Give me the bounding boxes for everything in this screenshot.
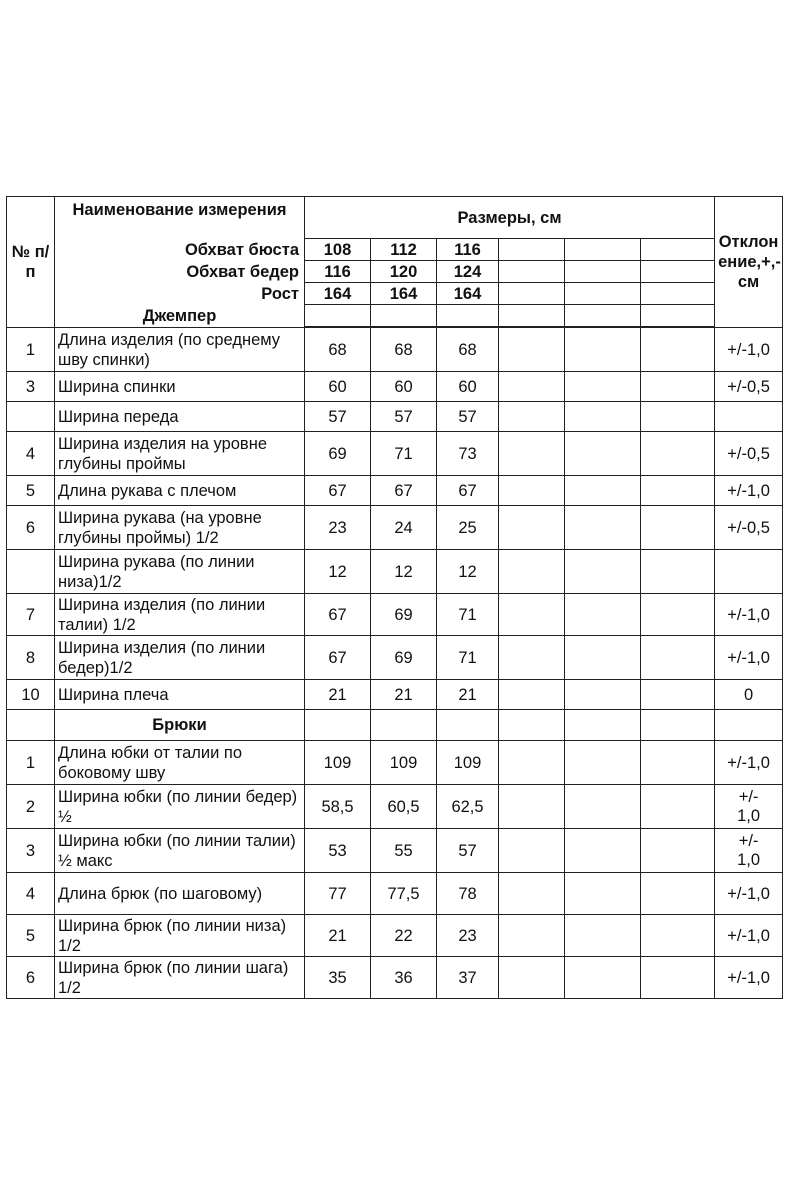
empty-cell <box>565 710 641 741</box>
size-value: 78 <box>437 873 499 915</box>
empty-cell <box>565 239 641 261</box>
row-number: 5 <box>7 915 55 957</box>
size-value: 67 <box>305 594 371 636</box>
empty-cell <box>499 372 565 402</box>
param-value: 120 <box>371 261 437 283</box>
deviation-value: +/-0,5 <box>715 432 783 476</box>
deviation-value <box>715 402 783 432</box>
table-row <box>7 506 783 550</box>
empty-cell <box>641 829 715 873</box>
empty-cell <box>641 283 715 305</box>
empty-cell <box>641 680 715 710</box>
size-value: 60 <box>305 372 371 402</box>
empty-cell <box>499 873 565 915</box>
size-value: 21 <box>305 915 371 957</box>
measurement-name: Ширина изделия (по линии талии) 1/2 <box>55 594 305 636</box>
size-value: 109 <box>305 741 371 785</box>
deviation-value: +/-0,5 <box>715 506 783 550</box>
deviation-text: +/- 1,0 <box>737 831 761 869</box>
empty-cell <box>565 372 641 402</box>
measurement-name: Ширина спинки <box>55 372 305 402</box>
empty-cell <box>499 239 565 261</box>
measurement-name: Ширина рукава (по линии низа)1/2 <box>55 550 305 594</box>
section-row-jumper <box>7 305 783 327</box>
deviation-value: +/-1,0 <box>715 915 783 957</box>
measurement-name: Ширина юбки (по линии бедер) ½ <box>55 785 305 829</box>
empty-cell <box>499 710 565 741</box>
size-value: 60 <box>371 372 437 402</box>
param-label: Обхват бюста <box>55 239 305 261</box>
empty-cell <box>565 915 641 957</box>
param-value: 124 <box>437 261 499 283</box>
size-value: 71 <box>437 594 499 636</box>
size-value: 57 <box>437 402 499 432</box>
row-number: 4 <box>7 873 55 915</box>
empty-cell <box>499 283 565 305</box>
table-row <box>7 680 783 710</box>
size-value: 21 <box>305 680 371 710</box>
empty-cell <box>565 261 641 283</box>
size-chart-table <box>6 196 783 999</box>
measurement-name: Ширина брюк (по линии низа) 1/2 <box>55 915 305 957</box>
deviation-value: +/-1,0 <box>715 957 783 999</box>
measurement-name: Ширина переда <box>55 402 305 432</box>
empty-cell <box>305 710 371 741</box>
row-number: 6 <box>7 957 55 999</box>
size-value: 23 <box>437 915 499 957</box>
param-row-height <box>7 283 783 305</box>
empty-cell <box>499 636 565 680</box>
empty-cell <box>499 305 565 327</box>
deviation-value: +/-1,0 <box>715 328 783 372</box>
size-value: 12 <box>305 550 371 594</box>
param-row-bust <box>7 239 783 261</box>
empty-cell <box>499 476 565 506</box>
row-number: 10 <box>7 680 55 710</box>
size-value: 68 <box>305 328 371 372</box>
empty-cell <box>565 873 641 915</box>
measurement-name: Ширина рукава (на уровне глубины проймы) 1/2 <box>55 506 305 550</box>
empty-cell <box>565 476 641 506</box>
size-value: 22 <box>371 915 437 957</box>
empty-cell <box>641 550 715 594</box>
empty-cell <box>499 402 565 432</box>
deviation-text: +/- 1,0 <box>737 787 761 825</box>
size-value: 57 <box>437 829 499 873</box>
row-number: 8 <box>7 636 55 680</box>
empty-cell <box>715 710 783 741</box>
empty-cell <box>641 915 715 957</box>
empty-cell <box>641 710 715 741</box>
empty-cell <box>641 432 715 476</box>
empty-cell <box>565 305 641 327</box>
row-number: 6 <box>7 506 55 550</box>
deviation-header: Отклон ение,+,- см <box>715 197 783 328</box>
empty-cell <box>437 305 499 327</box>
size-value: 62,5 <box>437 785 499 829</box>
size-value: 21 <box>437 680 499 710</box>
empty-cell <box>565 594 641 636</box>
size-value: 12 <box>371 550 437 594</box>
row-number: 5 <box>7 476 55 506</box>
deviation-value: +/-1,0 <box>715 476 783 506</box>
header-title-row <box>7 197 783 239</box>
size-value: 35 <box>305 957 371 999</box>
table-row <box>7 550 783 594</box>
row-number <box>7 402 55 432</box>
table-row <box>7 476 783 506</box>
row-number: 7 <box>7 594 55 636</box>
empty-cell <box>499 432 565 476</box>
empty-cell <box>437 710 499 741</box>
size-value: 67 <box>371 476 437 506</box>
measurement-name: Ширина брюк (по линии шага) 1/2 <box>55 957 305 999</box>
param-value: 164 <box>437 283 499 305</box>
section-title-jumper: Джемпер <box>55 305 305 328</box>
param-row-hips <box>7 261 783 283</box>
size-value: 53 <box>305 829 371 873</box>
table-row <box>7 594 783 636</box>
row-number: 4 <box>7 432 55 476</box>
table-row <box>7 915 783 957</box>
empty-cell <box>641 957 715 999</box>
empty-cell <box>565 402 641 432</box>
size-value: 36 <box>371 957 437 999</box>
empty-cell <box>641 476 715 506</box>
param-label: Обхват бедер <box>55 261 305 283</box>
param-value: 112 <box>371 239 437 261</box>
size-value: 60,5 <box>371 785 437 829</box>
size-value: 37 <box>437 957 499 999</box>
size-value: 77 <box>305 873 371 915</box>
table-row <box>7 957 783 999</box>
size-value: 58,5 <box>305 785 371 829</box>
size-value: 67 <box>305 636 371 680</box>
empty-cell <box>565 432 641 476</box>
empty-cell <box>641 594 715 636</box>
size-value: 77,5 <box>371 873 437 915</box>
table-row <box>7 741 783 785</box>
row-number: 1 <box>7 328 55 372</box>
size-value: 73 <box>437 432 499 476</box>
deviation-value: 0 <box>715 680 783 710</box>
table-row <box>7 372 783 402</box>
table-row <box>7 873 783 915</box>
empty-cell <box>565 550 641 594</box>
param-value: 116 <box>437 239 499 261</box>
row-number: 3 <box>7 372 55 402</box>
size-value: 21 <box>371 680 437 710</box>
empty-cell <box>499 550 565 594</box>
empty-cell <box>499 506 565 550</box>
empty-cell <box>565 829 641 873</box>
empty-cell <box>499 741 565 785</box>
deviation-value: +/-1,0 <box>715 594 783 636</box>
size-value: 60 <box>437 372 499 402</box>
empty-cell <box>565 680 641 710</box>
deviation-value: +/-1,0 <box>715 873 783 915</box>
param-value: 164 <box>371 283 437 305</box>
deviation-value: +/-1,0 <box>715 741 783 785</box>
size-value: 25 <box>437 506 499 550</box>
size-value: 57 <box>371 402 437 432</box>
empty-cell <box>641 506 715 550</box>
table-row <box>7 636 783 680</box>
measurement-name: Длина юбки от талии по боковому шву <box>55 741 305 785</box>
empty-cell <box>499 785 565 829</box>
empty-cell <box>499 915 565 957</box>
measurement-name: Ширина плеча <box>55 680 305 710</box>
empty-cell <box>499 328 565 372</box>
size-value: 68 <box>437 328 499 372</box>
empty-cell <box>565 328 641 372</box>
empty-cell <box>641 785 715 829</box>
empty-cell <box>499 594 565 636</box>
empty-cell <box>641 402 715 432</box>
empty-cell <box>499 680 565 710</box>
measurement-name-header: Наименование измерения <box>55 197 305 239</box>
deviation-value <box>715 785 783 829</box>
size-value: 57 <box>305 402 371 432</box>
row-number <box>7 550 55 594</box>
empty-cell <box>641 873 715 915</box>
size-value: 109 <box>437 741 499 785</box>
empty-cell <box>641 261 715 283</box>
empty-cell <box>565 636 641 680</box>
empty-cell <box>641 239 715 261</box>
deviation-value <box>715 550 783 594</box>
empty-cell <box>371 710 437 741</box>
empty-cell <box>565 283 641 305</box>
param-value: 116 <box>305 261 371 283</box>
empty-cell <box>565 785 641 829</box>
empty-cell <box>641 328 715 372</box>
empty-cell <box>499 957 565 999</box>
measurement-name: Длина изделия (по среднему шву спинки) <box>55 328 305 372</box>
empty-cell <box>641 741 715 785</box>
empty-cell <box>641 636 715 680</box>
empty-cell <box>371 305 437 327</box>
row-number: 2 <box>7 785 55 829</box>
size-value: 68 <box>371 328 437 372</box>
table-row <box>7 328 783 372</box>
table-row <box>7 432 783 476</box>
size-value: 109 <box>371 741 437 785</box>
size-value: 71 <box>437 636 499 680</box>
size-value: 69 <box>371 636 437 680</box>
table-row <box>7 402 783 432</box>
measurement-name: Длина брюк (по шаговому) <box>55 873 305 915</box>
deviation-value: +/-1,0 <box>715 636 783 680</box>
empty-cell <box>499 829 565 873</box>
size-value: 67 <box>437 476 499 506</box>
deviation-value <box>715 829 783 873</box>
size-value: 24 <box>371 506 437 550</box>
row-number: 1 <box>7 741 55 785</box>
empty-cell <box>641 372 715 402</box>
empty-cell <box>499 261 565 283</box>
row-number: 3 <box>7 829 55 873</box>
size-value: 67 <box>305 476 371 506</box>
empty-cell <box>565 741 641 785</box>
size-value: 12 <box>437 550 499 594</box>
table-row <box>7 829 783 873</box>
section-title: Брюки <box>55 710 305 741</box>
empty-cell <box>7 710 55 741</box>
number-header: № п/п <box>7 197 55 328</box>
measurement-name: Ширина юбки (по линии талии) ½ макс <box>55 829 305 873</box>
empty-cell <box>641 305 715 327</box>
empty-cell <box>565 506 641 550</box>
size-value: 69 <box>371 594 437 636</box>
param-label: Рост <box>55 283 305 305</box>
measurement-name: Длина рукава с плечом <box>55 476 305 506</box>
empty-cell <box>565 957 641 999</box>
size-value: 23 <box>305 506 371 550</box>
size-value: 71 <box>371 432 437 476</box>
size-value: 69 <box>305 432 371 476</box>
section-row <box>7 710 783 741</box>
param-value: 108 <box>305 239 371 261</box>
measurement-name: Ширина изделия на уровне глубины проймы <box>55 432 305 476</box>
sizes-header: Размеры, см <box>305 197 715 239</box>
deviation-value: +/-0,5 <box>715 372 783 402</box>
size-value: 55 <box>371 829 437 873</box>
table-row <box>7 785 783 829</box>
measurement-name: Ширина изделия (по линии бедер)1/2 <box>55 636 305 680</box>
empty-cell <box>305 305 371 327</box>
param-value: 164 <box>305 283 371 305</box>
